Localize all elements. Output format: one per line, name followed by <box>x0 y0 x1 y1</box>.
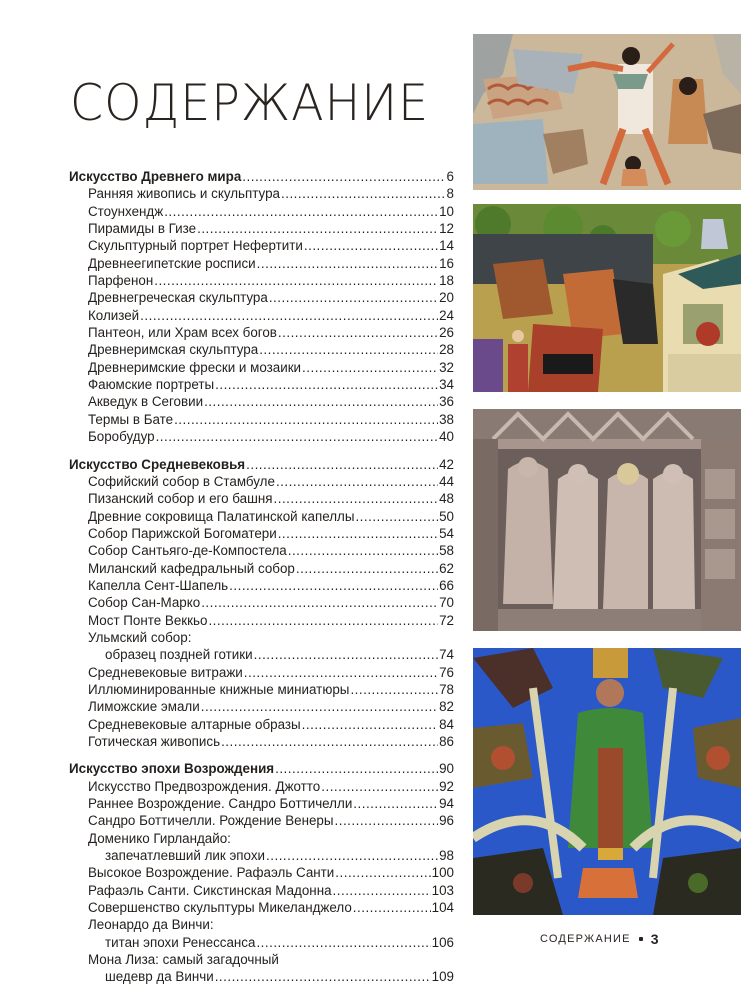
page-title: СОДЕРЖАНИЕ <box>70 74 430 132</box>
dot-leader <box>304 237 438 254</box>
toc-page-number: 106 <box>431 934 454 950</box>
egyptian-fresco-image <box>473 34 741 190</box>
toc-entry[interactable] <box>69 542 454 559</box>
toc-entry-title: Собор Сан-Марко <box>88 595 201 611</box>
toc-entry-title: титан эпохи Ренессанса <box>105 934 256 950</box>
toc-entry-title: Искусство Древнего мира <box>69 169 242 184</box>
toc-page-number: 16 <box>439 255 454 271</box>
dot-leader <box>164 203 438 220</box>
toc-page-number: 38 <box>439 411 454 427</box>
toc-page-number: 54 <box>439 525 454 541</box>
dot-leader <box>266 847 438 864</box>
dot-leader <box>215 968 431 985</box>
toc-page-number: 14 <box>439 238 454 254</box>
toc-page-number: 96 <box>439 813 454 829</box>
toc-entry-title: Пирамиды в Гизе <box>88 221 197 237</box>
dot-leader <box>335 812 439 829</box>
toc-entry-title: Пантеон, или Храм всех богов <box>88 325 277 341</box>
toc-entry-title: Искусство Средневековья <box>69 456 246 472</box>
toc-entry-title: Древнеримские фрески и мозаики <box>88 359 302 375</box>
dot-leader <box>201 594 438 611</box>
toc-entry-title: Боробудур <box>88 429 155 445</box>
toc-entry[interactable] <box>69 934 454 951</box>
toc-entry[interactable] <box>69 473 454 490</box>
toc-entry-title: Мона Лиза: самый загадочный <box>88 952 279 968</box>
dot-leader <box>353 795 438 812</box>
dot-leader <box>269 289 438 306</box>
toc-entry[interactable] <box>69 951 454 968</box>
stained-glass-image <box>473 648 741 915</box>
toc-page-number: 10 <box>439 203 454 219</box>
toc-page-number: 44 <box>439 473 454 489</box>
bullet-icon <box>639 937 643 941</box>
toc-entry[interactable] <box>69 560 454 577</box>
dot-leader <box>242 168 445 185</box>
toc-entry[interactable] <box>69 646 454 663</box>
toc-entry-title: Миланский кафедральный собор <box>88 560 295 576</box>
toc-entry-title: Раннее Возрождение. Сандро Боттичелли <box>88 796 353 812</box>
toc-entry-title: Колизей <box>88 307 140 323</box>
toc-page-number: 6 <box>446 169 454 184</box>
section-gap <box>69 446 454 456</box>
toc-page-number: 104 <box>431 900 454 916</box>
toc-entry[interactable] <box>69 795 454 812</box>
toc-entry-title: Лиможские эмали <box>88 699 200 715</box>
dot-leader <box>201 698 438 715</box>
toc-entry-title: Рафаэль Санти. Сикстинская Мадонна <box>88 882 332 898</box>
toc-page-number: 50 <box>439 508 454 524</box>
toc-entry[interactable] <box>69 393 454 410</box>
toc-page-number: 58 <box>439 543 454 559</box>
toc-entry[interactable] <box>69 594 454 611</box>
dot-leader <box>229 577 438 594</box>
toc-entry[interactable] <box>69 359 454 376</box>
dot-leader <box>254 646 438 663</box>
toc-entry[interactable] <box>69 778 454 795</box>
toc-page-number: 90 <box>439 761 454 777</box>
dot-leader <box>154 272 438 289</box>
toc-section-heading[interactable] <box>69 456 454 473</box>
toc-page-number: 86 <box>439 734 454 749</box>
toc-page-number: 18 <box>439 273 454 289</box>
toc-page-number: 70 <box>439 595 454 611</box>
toc-entry-title: Фаюмские портреты <box>88 377 215 393</box>
toc-section-heading[interactable] <box>69 168 454 185</box>
toc-entry[interactable] <box>69 272 454 289</box>
toc-entry-title: запечатлевший лик эпохи <box>105 848 266 864</box>
toc-entry-title: Иллюминированные книжные миниатюры <box>88 681 350 697</box>
medieval-miniature-image <box>473 204 741 392</box>
dot-leader <box>335 864 430 881</box>
dot-leader <box>246 456 438 473</box>
toc-page-number: 109 <box>431 969 454 985</box>
toc-page-number: 103 <box>431 882 454 898</box>
toc-entry-title: Совершенство скульптуры Микеланджело <box>88 900 352 916</box>
dot-leader <box>302 716 438 733</box>
toc-entry-title: Леонардо да Винчи: <box>88 917 214 933</box>
dot-leader <box>256 934 430 951</box>
dot-leader <box>353 899 431 916</box>
page-footer <box>540 931 659 947</box>
toc-entry-title: Термы в Бате <box>88 411 174 427</box>
toc-entry[interactable] <box>69 307 454 324</box>
toc-entry[interactable] <box>69 185 454 202</box>
toc-page-number: 12 <box>439 221 454 237</box>
dot-leader <box>274 490 439 507</box>
toc-entry-title: образец поздней готики <box>105 647 253 663</box>
dot-leader <box>278 525 438 542</box>
toc-entry-title: Капелла Сент-Шапель <box>88 577 229 593</box>
toc-entry-title: Мост Понте Веккьо <box>88 612 208 628</box>
table-of-contents <box>69 168 454 986</box>
toc-entry[interactable] <box>69 289 454 306</box>
toc-entry[interactable] <box>69 577 454 594</box>
toc-entry-title: Древнеримская скульптура <box>88 342 259 358</box>
toc-page-number: 94 <box>439 796 454 812</box>
toc-entry-title: Сандро Боттичелли. Рождение Венеры <box>88 813 334 829</box>
dot-leader <box>215 376 438 393</box>
toc-entry-title: Готическая живопись <box>88 734 221 749</box>
toc-entry-title: Высокое Возрождение. Рафаэль Санти <box>88 865 335 881</box>
toc-entry-title: Скульптурный портрет Нефертити <box>88 238 303 254</box>
toc-entry[interactable] <box>69 899 454 916</box>
toc-page-number: 36 <box>439 394 454 410</box>
dot-leader <box>174 411 438 428</box>
dot-leader <box>257 255 438 272</box>
dot-leader <box>208 612 438 629</box>
toc-page-number: 26 <box>439 325 454 341</box>
toc-page-number: 32 <box>439 359 454 375</box>
toc-page-number: 84 <box>439 716 454 732</box>
toc-entry-title: Средневековые алтарные образы <box>88 716 301 732</box>
toc-entry[interactable] <box>69 525 454 542</box>
dot-leader <box>278 324 438 341</box>
toc-entry-title: Ульмский собор: <box>88 629 192 645</box>
toc-entry[interactable] <box>69 255 454 272</box>
toc-entry-title: Софийский собор в Стамбуле <box>88 473 275 489</box>
dot-leader <box>244 664 438 681</box>
toc-entry[interactable] <box>69 376 454 393</box>
toc-page-number: 42 <box>439 456 454 472</box>
toc-page-number: 48 <box>439 491 454 507</box>
toc-section-heading[interactable] <box>69 760 454 777</box>
toc-entry-title: Древние сокровища Палатинской капеллы <box>88 508 355 524</box>
toc-page-number: 92 <box>439 778 454 794</box>
dot-leader <box>288 542 438 559</box>
dot-leader <box>221 733 438 750</box>
dot-leader <box>281 185 446 202</box>
toc-entry[interactable] <box>69 847 454 864</box>
toc-page-number: 98 <box>439 848 454 864</box>
toc-entry-title: Стоунхендж <box>88 203 164 219</box>
toc-entry-title: Собор Парижской Богоматери <box>88 525 277 541</box>
toc-entry[interactable] <box>69 341 454 358</box>
dot-leader <box>275 760 438 777</box>
toc-entry[interactable] <box>69 237 454 254</box>
footer-label: СОДЕРЖАНИЕ <box>540 933 631 945</box>
toc-entry[interactable] <box>69 864 454 881</box>
dot-leader <box>333 882 431 899</box>
dot-leader <box>197 220 438 237</box>
toc-entry[interactable] <box>69 698 454 715</box>
toc-entry-title: Искусство эпохи Возрождения <box>69 761 275 777</box>
toc-entry[interactable] <box>69 716 454 733</box>
dot-leader <box>296 560 438 577</box>
toc-page-number: 8 <box>446 186 454 202</box>
toc-entry[interactable] <box>69 428 454 445</box>
toc-page-number: 40 <box>439 429 454 445</box>
toc-entry-title: Доменико Гирландайо: <box>88 830 231 846</box>
toc-page-number: 76 <box>439 664 454 680</box>
toc-entry-title: шедевр да Винчи <box>105 969 214 985</box>
toc-entry[interactable] <box>69 733 454 750</box>
toc-page-number: 20 <box>439 290 454 306</box>
dot-leader <box>321 778 438 795</box>
dot-leader <box>140 307 438 324</box>
dot-leader <box>156 428 439 445</box>
toc-entry-title: Древнегреческая скульптура <box>88 290 268 306</box>
toc-entry[interactable] <box>69 629 454 646</box>
dot-leader <box>350 681 438 698</box>
toc-entry[interactable] <box>69 508 454 525</box>
toc-entry[interactable] <box>69 830 454 847</box>
dot-leader <box>302 359 438 376</box>
toc-entry[interactable] <box>69 882 454 899</box>
toc-entry[interactable] <box>69 968 454 985</box>
toc-entry[interactable] <box>69 203 454 220</box>
toc-entry[interactable] <box>69 664 454 681</box>
dot-leader <box>259 341 438 358</box>
toc-page-number: 72 <box>439 612 454 628</box>
toc-entry[interactable] <box>69 681 454 698</box>
toc-page-number: 66 <box>439 577 454 593</box>
dot-leader <box>276 473 438 490</box>
toc-page-number: 62 <box>439 560 454 576</box>
toc-page-number: 78 <box>439 681 454 697</box>
page-number: 3 <box>650 931 659 947</box>
toc-entry[interactable] <box>69 612 454 629</box>
toc-page-number: 28 <box>439 342 454 358</box>
toc-entry[interactable] <box>69 916 454 933</box>
toc-page-number: 34 <box>439 377 454 393</box>
toc-entry-title: Парфенон <box>88 273 154 289</box>
toc-entry-title: Ранняя живопись и скульптура <box>88 186 280 202</box>
cathedral-sculptures-image <box>473 409 741 631</box>
toc-entry-title: Акведук в Сеговии <box>88 394 204 410</box>
toc-entry[interactable] <box>69 812 454 829</box>
section-gap <box>69 750 454 760</box>
toc-entry-title: Искусство Предвозрождения. Джотто <box>88 778 321 794</box>
toc-page-number: 100 <box>431 865 454 881</box>
toc-entry[interactable] <box>69 220 454 237</box>
dot-leader <box>204 393 438 410</box>
toc-page-number: 82 <box>439 699 454 715</box>
toc-entry[interactable] <box>69 490 454 507</box>
toc-entry[interactable] <box>69 411 454 428</box>
toc-entry-title: Собор Сантьяго-де-Компостела <box>88 543 287 559</box>
toc-entry[interactable] <box>69 324 454 341</box>
toc-page-number: 24 <box>439 307 454 323</box>
toc-entry-title: Средневековые витражи <box>88 664 243 680</box>
dot-leader <box>355 508 438 525</box>
toc-page-number: 74 <box>439 647 454 663</box>
toc-entry-title: Пизанский собор и его башня <box>88 491 273 507</box>
toc-entry-title: Древнеегипетские росписи <box>88 255 256 271</box>
